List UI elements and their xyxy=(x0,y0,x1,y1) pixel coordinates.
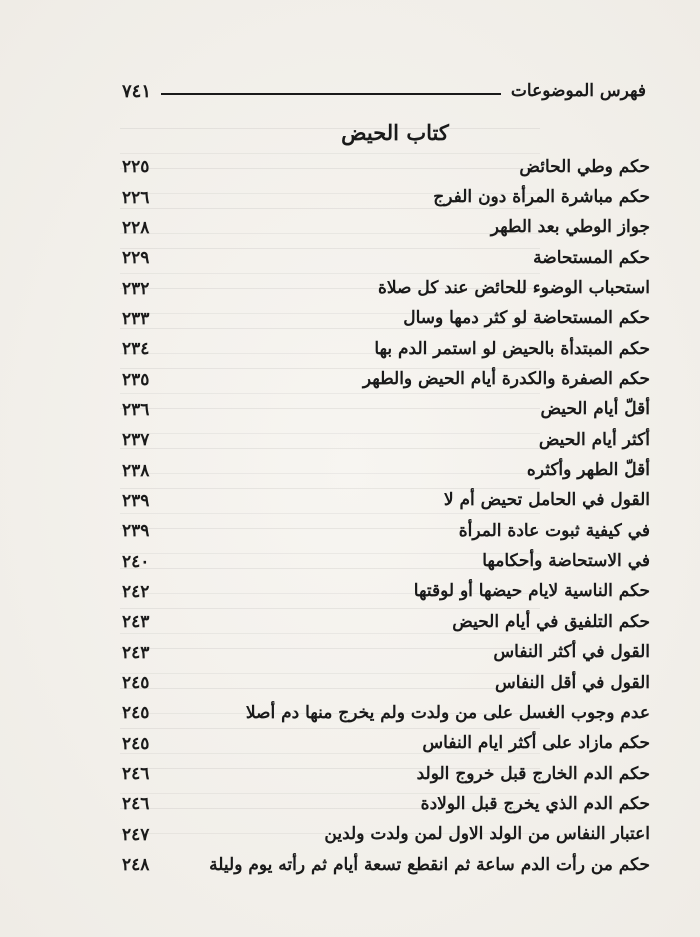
toc-entry-topic: حكم المستحاضة xyxy=(533,247,650,268)
toc-entry xyxy=(122,546,650,576)
toc-entry-page-number: ٢٢٨ xyxy=(122,217,150,238)
toc-entry-topic: حكم من رأت الدم ساعة ثم انقطع تسعة أيام ثم رأته يوم وليلة xyxy=(209,854,650,875)
toc-entry-page-number: ٢٢٦ xyxy=(122,187,150,208)
toc-entry-page-number: ٢٤٢ xyxy=(122,581,150,602)
toc-entry-page-number: ٢٤٦ xyxy=(122,794,150,815)
toc-entry-page-number: ٢٤٠ xyxy=(122,551,150,572)
toc-entry xyxy=(122,577,650,607)
toc-entry xyxy=(122,638,650,668)
toc-entry-topic: جواز الوطي بعد الطهر xyxy=(490,217,650,238)
toc-entry xyxy=(122,395,650,425)
toc-entry-topic: حكم الصفرة والكدرة أيام الحيض والطهر xyxy=(362,369,650,390)
toc-entry xyxy=(122,516,650,546)
toc-entry-page-number: ٢٣٥ xyxy=(122,369,150,390)
toc-entry-topic: أكثر أيام الحيض xyxy=(538,429,650,450)
toc-entry xyxy=(122,182,650,212)
toc-entry-page-number: ٢٤٣ xyxy=(122,642,150,663)
toc-entry-topic: حكم مازاد على أكثر ايام النفاس xyxy=(422,733,650,754)
toc-entry-topic: اعتبار النفاس من الولد الاول لمن ولدت ولدين xyxy=(324,824,650,845)
toc-entry-page-number: ٢٣٩ xyxy=(122,490,150,511)
toc-entry-topic: حكم المستحاضة لو كثر دمها وسال xyxy=(403,308,650,329)
toc-entry-topic: حكم الدم الخارج قبل خروج الولد xyxy=(416,763,650,784)
toc-entry-page-number: ٢٣٦ xyxy=(122,399,150,420)
toc-entry xyxy=(122,455,650,485)
toc-entry-page-number: ٢٣٤ xyxy=(122,339,150,360)
section-title xyxy=(0,120,700,145)
toc-entry xyxy=(122,789,650,819)
toc-entry xyxy=(122,820,650,850)
toc-entry-topic: القول في أكثر النفاس xyxy=(493,642,650,663)
toc-entry xyxy=(122,152,650,182)
toc-entry xyxy=(122,425,650,455)
header-rule xyxy=(161,93,501,95)
toc-entry xyxy=(122,213,650,243)
toc-entry xyxy=(122,668,650,698)
toc-entry-topic: أقلّ الطهر وأكثره xyxy=(526,460,650,481)
toc-entry xyxy=(122,850,650,880)
toc-entry-page-number: ٢٤٥ xyxy=(122,733,150,754)
toc-entry-topic: حكم الدم الذي يخرج قبل الولادة xyxy=(420,793,650,814)
toc-entry xyxy=(122,243,650,273)
running-header xyxy=(122,76,646,106)
toc-entry-topic: حكم التلفيق في أيام الحيض xyxy=(452,611,650,632)
toc-entry-topic: حكم وطي الحائض xyxy=(519,156,650,177)
toc-entry xyxy=(122,304,650,334)
toc-entry-page-number: ٢٣٣ xyxy=(122,308,150,329)
toc-entry xyxy=(122,364,650,394)
toc-entry xyxy=(122,486,650,516)
toc-entry-topic: في الاستحاضة وأحكامها xyxy=(482,551,650,572)
toc-entry-page-number: ٢٤٦ xyxy=(122,764,150,785)
toc-entry-topic: أقلّ أيام الحيض xyxy=(540,399,650,420)
section-title-text: كتاب الحيض xyxy=(341,120,449,145)
toc-entry-page-number: ٢٤٣ xyxy=(122,612,150,633)
toc-entry-page-number: ٢٤٥ xyxy=(122,673,150,694)
page-number: ٧٤١ xyxy=(122,80,152,102)
toc-entry-page-number: ٢٢٩ xyxy=(122,248,150,269)
toc-entry-page-number: ٢٤٧ xyxy=(122,824,150,845)
toc-entry-page-number: ٢٣٧ xyxy=(122,430,150,451)
toc-entry xyxy=(122,607,650,637)
toc-entry-topic: القول في أقل النفاس xyxy=(495,672,650,693)
toc-entry-topic: استحباب الوضوء للحائض عند كل صلاة xyxy=(377,278,650,299)
toc-entry-page-number: ٢٣٢ xyxy=(122,278,150,299)
toc-entry-page-number: ٢٣٩ xyxy=(122,521,150,542)
toc-entry-topic: حكم المبتدأة بالحيض لو استمر الدم بها xyxy=(374,338,650,359)
toc-entry xyxy=(122,698,650,728)
toc-entry-page-number: ٢٤٥ xyxy=(122,703,150,724)
toc-entry xyxy=(122,273,650,303)
toc-entry xyxy=(122,759,650,789)
toc-entry xyxy=(122,334,650,364)
toc-entry xyxy=(122,729,650,759)
toc-entry-topic: حكم الناسية لايام حيضها أو لوقتها xyxy=(413,581,650,602)
toc-entry-topic: في كيفية ثبوت عادة المرأة xyxy=(458,520,650,541)
toc-entry-topic: حكم مباشرة المرأة دون الفرج xyxy=(433,187,650,208)
running-title: فهرس الموضوعات xyxy=(510,81,646,101)
toc-entry-topic: عدم وجوب الغسل على من ولدت ولم يخرج منها دم أصلا xyxy=(245,702,650,723)
toc-entry-page-number: ٢٢٥ xyxy=(122,157,150,178)
toc-entry-topic: القول في الحامل تحيض أم لا xyxy=(443,490,650,511)
table-of-contents xyxy=(122,152,650,880)
toc-entry-page-number: ٢٣٨ xyxy=(122,460,150,481)
toc-entry-page-number: ٢٤٨ xyxy=(122,855,150,876)
